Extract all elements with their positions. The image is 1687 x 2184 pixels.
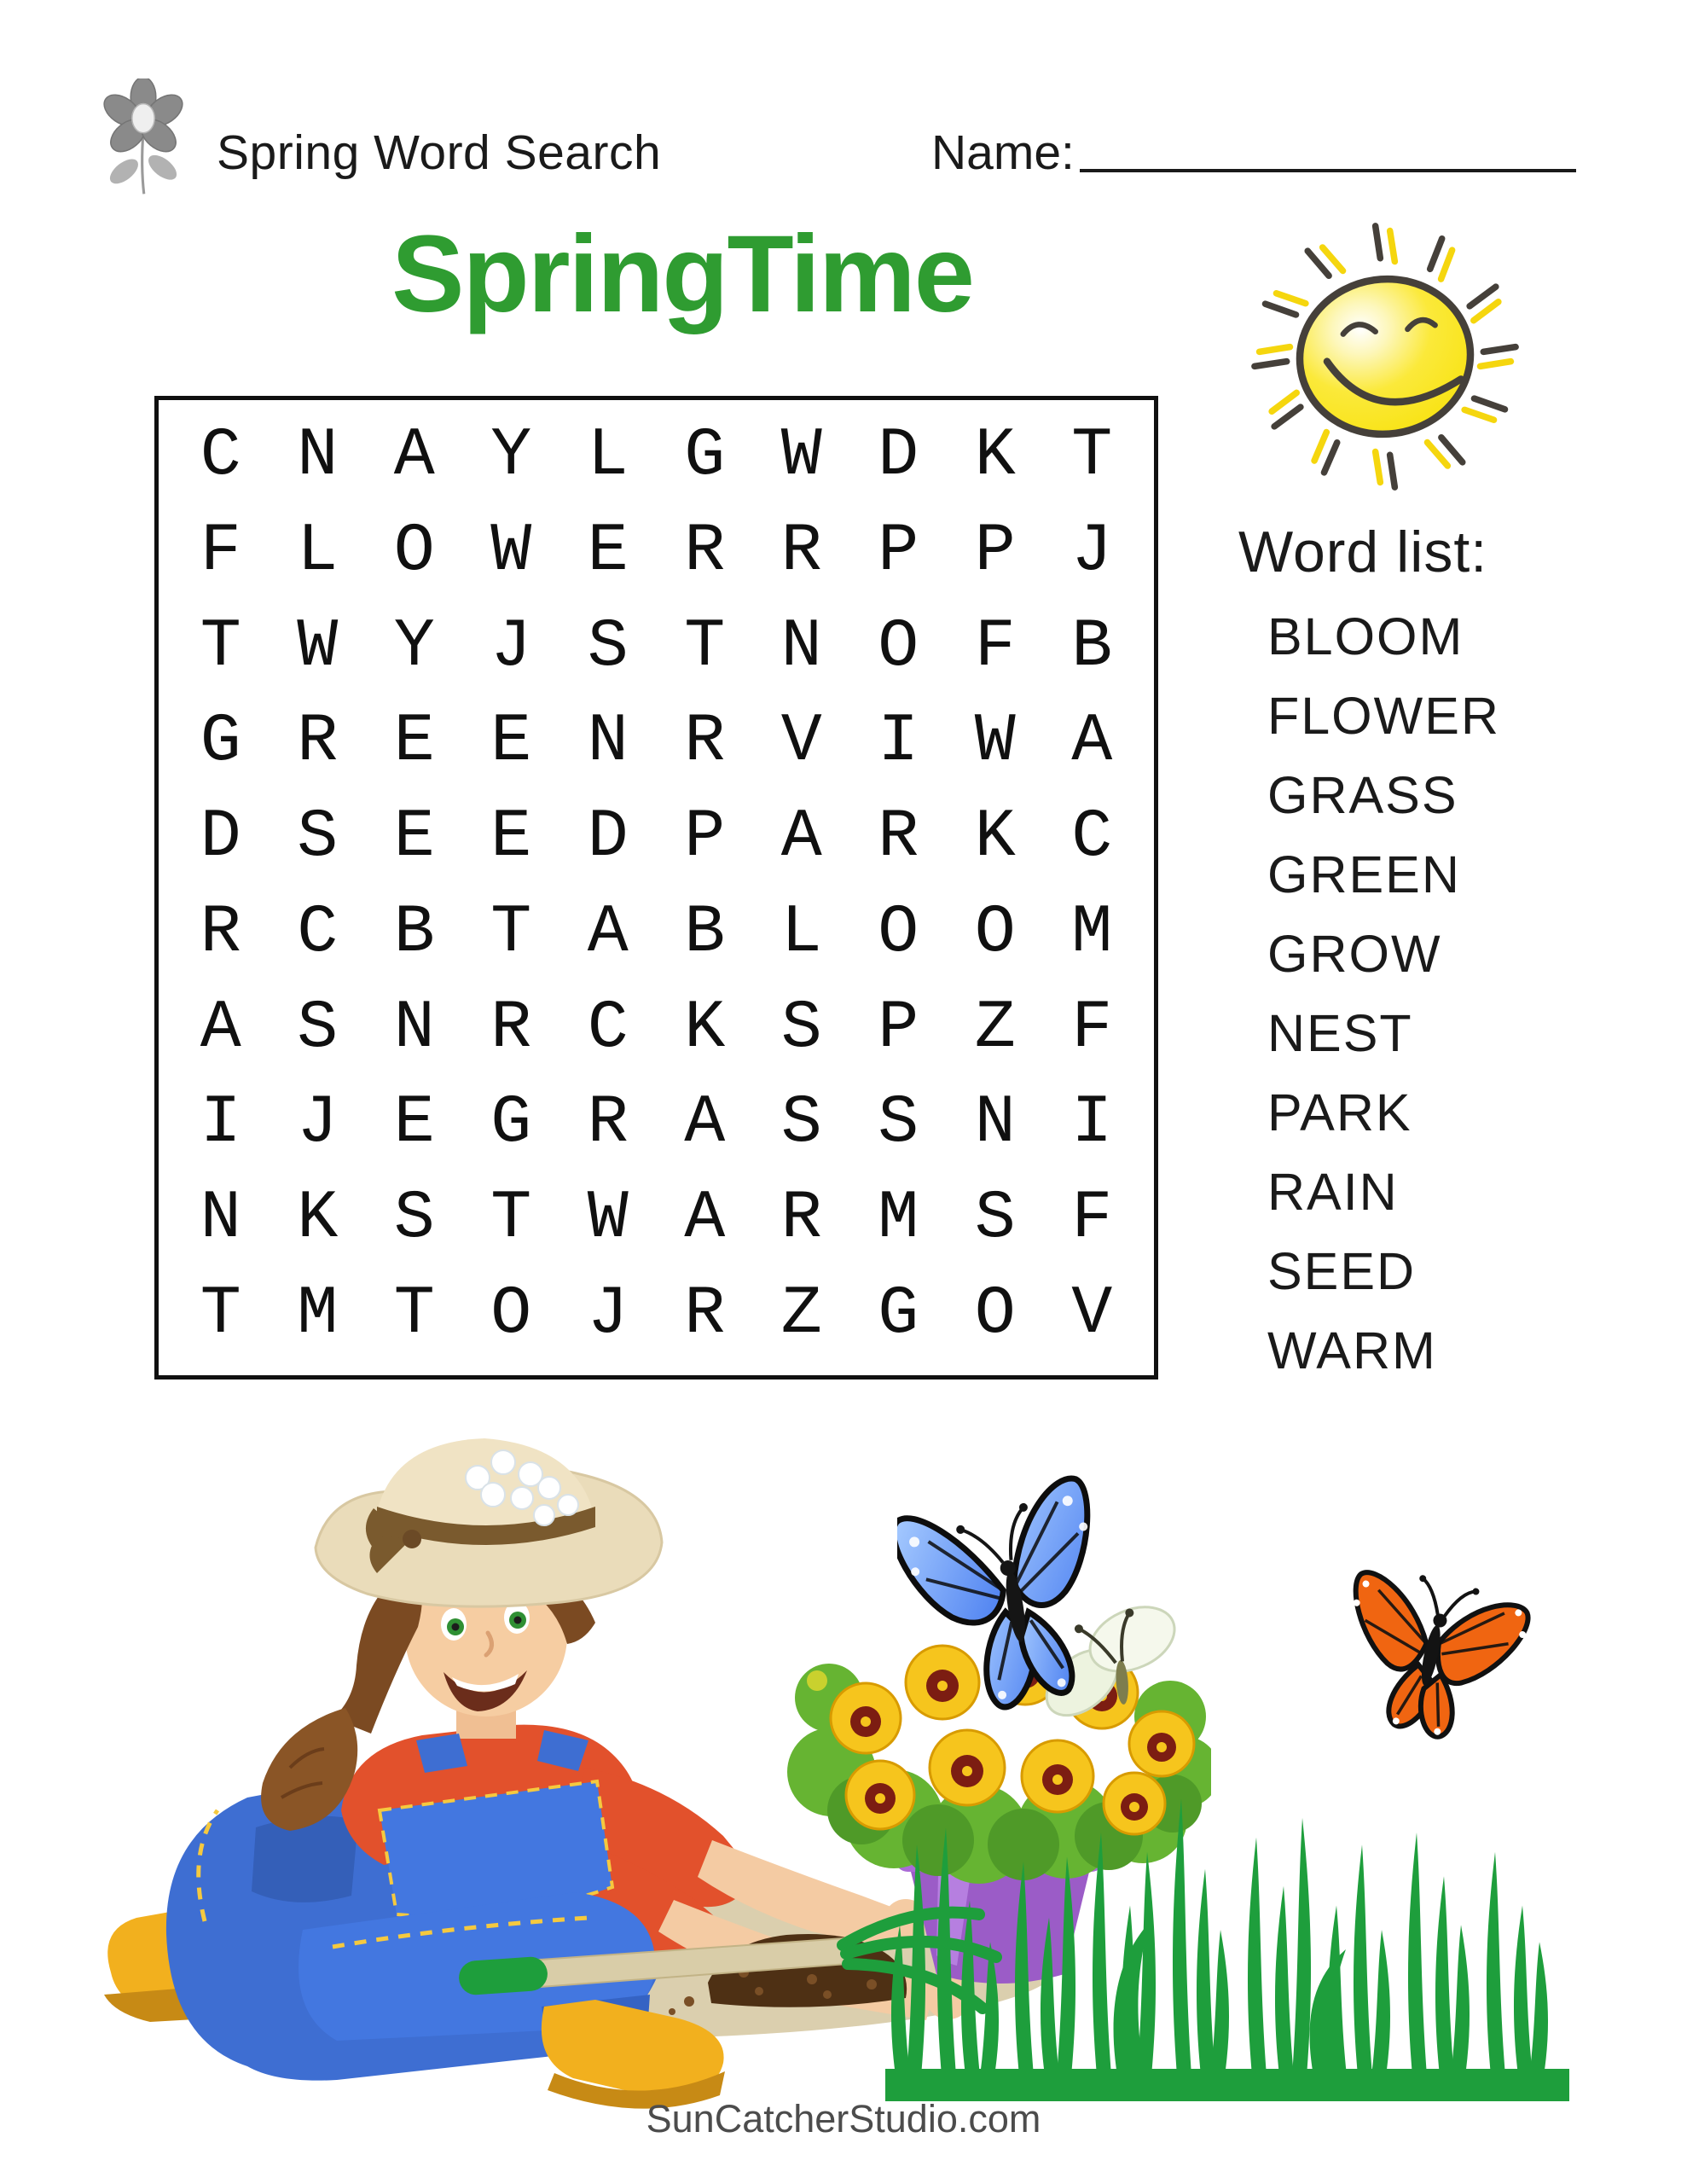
blue-butterfly-illustration: [897, 1469, 1128, 1734]
grid-letter-r10c1: T: [200, 1275, 241, 1353]
grid-letter-r2c3: O: [393, 513, 435, 591]
grid-letter-r2c5: E: [587, 513, 629, 591]
grid-letter-r1c10: T: [1071, 417, 1113, 496]
grid-letter-r7c8: P: [878, 989, 919, 1067]
grid-letter-r6c6: B: [684, 893, 726, 972]
grid-letter-r6c10: M: [1071, 893, 1113, 972]
grid-letter-r6c2: C: [297, 893, 339, 972]
grid-letter-r3c6: T: [684, 607, 726, 686]
sun-hat: [316, 1438, 662, 1606]
grid-letter-r9c5: W: [587, 1179, 629, 1258]
word-list-item: PARK: [1267, 1083, 1412, 1141]
word-list-item: FLOWER: [1267, 687, 1500, 745]
grid-letter-r10c6: R: [684, 1275, 726, 1353]
grid-letter-r2c1: F: [200, 513, 241, 591]
grid-letter-r10c3: T: [393, 1275, 435, 1353]
grid-letter-r7c1: A: [200, 989, 241, 1067]
grid-letter-r6c9: O: [974, 893, 1016, 972]
grid-letter-r9c1: N: [200, 1179, 241, 1258]
grid-letter-r3c3: Y: [393, 607, 435, 686]
grid-letter-r7c4: R: [490, 989, 532, 1067]
grid-letter-r4c9: W: [974, 703, 1016, 781]
grid-letter-r7c10: F: [1071, 989, 1113, 1067]
name-field: [931, 125, 1576, 181]
word-grid: [154, 396, 1158, 1380]
grid-letter-r8c6: A: [684, 1084, 726, 1163]
grid-letter-r1c4: Y: [490, 417, 532, 496]
grid-letter-r3c9: F: [974, 607, 1016, 686]
flower-logo-icon: [99, 78, 188, 198]
grid-letter-r4c4: E: [490, 703, 532, 781]
grid-letter-r6c1: R: [200, 893, 241, 972]
grid-letter-r7c9: Z: [974, 989, 1016, 1067]
grid-letter-r8c4: G: [490, 1084, 532, 1163]
wordlist-panel: [1238, 519, 1648, 1391]
word-list-item: SEED: [1267, 1242, 1417, 1300]
grid-letter-r4c3: E: [393, 703, 435, 781]
grid-letter-r2c7: R: [780, 513, 822, 591]
grid-letter-r3c2: W: [297, 607, 339, 686]
word-list-item: RAIN: [1267, 1163, 1399, 1221]
grid-letter-r8c7: S: [780, 1084, 822, 1163]
grid-letter-r3c8: O: [878, 607, 919, 686]
grid-letter-r5c6: P: [684, 799, 726, 877]
grid-letter-r9c4: T: [490, 1179, 532, 1258]
grid-letter-r9c9: S: [974, 1179, 1016, 1258]
footer-credit: SunCatcherStudio.com: [646, 2097, 1041, 2140]
word-list-item: GREEN: [1267, 845, 1461, 903]
grid-letter-r1c6: G: [684, 417, 726, 496]
grid-letter-r8c8: S: [878, 1084, 919, 1163]
grid-letter-r8c5: R: [587, 1084, 629, 1163]
grid-letter-r4c8: I: [878, 703, 919, 781]
grid-letter-r5c2: S: [297, 799, 339, 877]
grid-letter-r8c1: I: [200, 1084, 241, 1163]
grid-letter-r10c8: G: [878, 1275, 919, 1353]
worksheet-title: Spring Word Search: [217, 125, 662, 180]
grid-letter-r4c5: N: [587, 703, 629, 781]
word-list-item: GRASS: [1267, 766, 1458, 824]
grid-letter-r6c8: O: [878, 893, 919, 972]
grid-letter-r4c7: V: [780, 703, 822, 781]
grid-letter-r2c10: J: [1071, 513, 1113, 591]
grid-letter-r1c3: A: [393, 417, 435, 496]
orange-butterfly-illustration: [1324, 1566, 1537, 1742]
grid-letter-r1c8: D: [878, 417, 919, 496]
word-list-item: WARM: [1267, 1321, 1437, 1380]
grid-letter-r1c2: N: [297, 417, 339, 496]
grid-letter-r9c6: A: [684, 1179, 726, 1258]
grid-letter-r8c10: I: [1071, 1084, 1113, 1163]
grid-letter-r5c5: D: [587, 799, 629, 877]
grid-letter-r5c4: E: [490, 799, 532, 877]
smiling-sun-illustration: [1224, 218, 1546, 495]
grid-letter-r5c8: R: [878, 799, 919, 877]
grid-letter-r9c10: F: [1071, 1179, 1113, 1258]
grid-letter-r9c3: S: [393, 1179, 435, 1258]
sun-body: [1290, 268, 1481, 445]
grid-letter-r4c6: R: [684, 703, 726, 781]
grid-letter-r6c5: A: [587, 893, 629, 972]
grid-letter-r5c3: E: [393, 799, 435, 877]
grid-letter-r10c9: O: [974, 1275, 1016, 1353]
grid-letter-r6c3: B: [393, 893, 435, 972]
grid-letter-r2c6: R: [684, 513, 726, 591]
grid-letter-r2c8: P: [878, 513, 919, 591]
grid-letter-r2c9: P: [974, 513, 1016, 591]
grass-illustration: [836, 1753, 1586, 2101]
grid-letter-r4c1: G: [200, 703, 241, 781]
grid-letter-r3c10: B: [1071, 607, 1113, 686]
gray-flower-icon: [99, 78, 188, 194]
grid-letter-r10c7: Z: [780, 1275, 822, 1353]
grid-letter-r7c7: S: [780, 989, 822, 1067]
grid-letter-r1c5: L: [587, 417, 629, 496]
grid-letter-r8c2: J: [297, 1084, 339, 1163]
word-list: [1267, 597, 1648, 1391]
grid-letter-r8c3: E: [393, 1084, 435, 1163]
grid-letter-r1c9: K: [974, 417, 1016, 496]
grid-letter-r5c9: K: [974, 799, 1016, 877]
grid-letter-r5c1: D: [200, 799, 241, 877]
word-list-item: GROW: [1267, 925, 1442, 983]
grid-letter-r3c7: N: [780, 607, 822, 686]
grid-letter-r9c7: R: [780, 1179, 822, 1258]
grid-letter-r10c2: M: [297, 1275, 339, 1353]
puzzle-title: SpringTime: [391, 213, 973, 335]
grid-letter-r2c4: W: [490, 513, 532, 591]
word-list-item: BLOOM: [1267, 607, 1464, 665]
grid-letter-r1c7: W: [780, 417, 822, 496]
grid-letter-r4c2: R: [297, 703, 339, 781]
grid-letter-r3c5: S: [587, 607, 629, 686]
grid-letter-r2c2: L: [297, 513, 339, 591]
grid-letter-r10c5: J: [587, 1275, 629, 1353]
grid-letter-r7c5: C: [587, 989, 629, 1067]
grid-letter-r9c8: M: [878, 1179, 919, 1258]
name-blank-line: [1080, 164, 1576, 172]
grid-letter-r3c1: T: [200, 607, 241, 686]
grid-letter-r5c7: A: [780, 799, 822, 877]
name-label: Name:: [931, 125, 1075, 180]
grid-letter-r10c10: V: [1071, 1275, 1113, 1353]
grid-letter-r7c6: K: [684, 989, 726, 1067]
wordlist-heading: Word list:: [1238, 520, 1488, 584]
grid-letter-r7c3: N: [393, 989, 435, 1067]
grid-letter-r4c10: A: [1071, 703, 1113, 781]
grid-letter-r6c4: T: [490, 893, 532, 972]
grid-letter-r1c1: C: [200, 417, 241, 496]
grid-letter-r9c2: K: [297, 1179, 339, 1258]
grid-letter-r6c7: L: [780, 893, 822, 972]
grid-letter-r8c9: N: [974, 1084, 1016, 1163]
grid-letter-r10c4: O: [490, 1275, 532, 1353]
word-list-item: NEST: [1267, 1004, 1413, 1062]
grid-letter-r7c2: S: [297, 989, 339, 1067]
grid-letter-r3c4: J: [490, 607, 532, 686]
grid-letter-r5c10: C: [1071, 799, 1113, 877]
